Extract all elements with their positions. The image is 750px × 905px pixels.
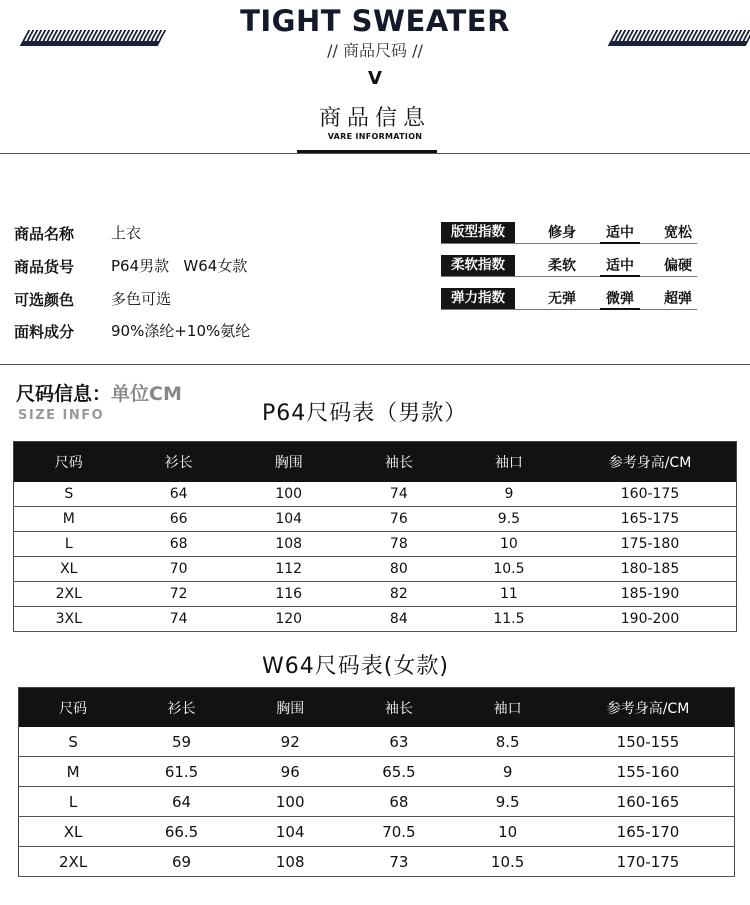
table-cell: 2XL: [14, 582, 124, 607]
divider: [0, 364, 750, 365]
column-header: 袖口: [454, 442, 564, 483]
table-cell: 9.5: [453, 787, 562, 817]
softness-option-selected: 适中: [600, 255, 640, 277]
table-cell: 69: [127, 847, 236, 877]
table-cell: 82: [344, 582, 454, 607]
table-cell: 70: [124, 557, 234, 582]
column-header: 胸围: [236, 688, 345, 728]
table-cell: 59: [127, 727, 236, 757]
table-cell: 100: [236, 787, 345, 817]
table-cell: 190-200: [564, 607, 737, 632]
men-table-title: P64尺码表（男款）: [262, 401, 468, 426]
column-header: 袖长: [345, 688, 454, 728]
table-cell: 100: [234, 482, 344, 507]
table-cell: 65.5: [345, 757, 454, 787]
section-subtitle: VARE INFORMATION: [327, 132, 423, 141]
table-cell: 104: [234, 507, 344, 532]
table-cell: 120: [234, 607, 344, 632]
table-header-row: [19, 688, 735, 728]
column-header: 胸围: [234, 442, 344, 483]
stretch-option-selected: 微弹: [600, 288, 640, 310]
fit-index-label: 版型指数: [441, 222, 515, 243]
stretch-option: 无弹: [548, 291, 576, 307]
product-name-value: 上衣: [111, 224, 142, 242]
women-table-title: W64尺码表(女款): [262, 654, 449, 679]
column-header: 参考身高/CM: [564, 442, 737, 483]
table-cell: 92: [236, 727, 345, 757]
table-cell: 165-170: [562, 817, 735, 847]
table-cell: 72: [124, 582, 234, 607]
table-cell: 2XL: [19, 847, 128, 877]
stretch-option: 超弹: [664, 291, 692, 307]
section-title: 商品信息: [318, 106, 431, 131]
table-cell: 175-180: [564, 532, 737, 557]
table-cell: S: [14, 482, 124, 507]
table-row: [19, 727, 735, 757]
table-cell: 74: [344, 482, 454, 507]
table-cell: 11.5: [454, 607, 564, 632]
chevron-down-icon: V: [368, 68, 382, 89]
product-fabric-value: 90%涤纶+10%氨纶: [111, 322, 251, 340]
table-cell: 80: [344, 557, 454, 582]
fit-option-selected: 适中: [600, 222, 640, 244]
size-info-heading: [16, 379, 182, 406]
product-name-label: 商品名称: [14, 225, 75, 243]
table-cell: 96: [236, 757, 345, 787]
table-cell: 108: [234, 532, 344, 557]
table-cell: 150-155: [562, 727, 735, 757]
table-cell: 76: [344, 507, 454, 532]
table-cell: 63: [345, 727, 454, 757]
table-cell: 74: [124, 607, 234, 632]
divider: [441, 309, 697, 310]
table-row: [14, 507, 737, 532]
table-row: [14, 607, 737, 632]
table-cell: 8.5: [453, 727, 562, 757]
column-header: 尺码: [14, 442, 124, 483]
table-cell: XL: [19, 817, 128, 847]
column-header: 尺码: [19, 688, 128, 728]
table-cell: 9: [453, 757, 562, 787]
softness-index-label: 柔软指数: [441, 255, 515, 276]
table-cell: 165-175: [564, 507, 737, 532]
product-color-label: 可选颜色: [14, 291, 75, 309]
table-cell: L: [19, 787, 128, 817]
column-header: 袖长: [344, 442, 454, 483]
table-row: [19, 847, 735, 877]
divider: [0, 153, 750, 154]
table-cell: 10: [453, 817, 562, 847]
table-cell: 155-160: [562, 757, 735, 787]
table-cell: M: [14, 507, 124, 532]
table-cell: 3XL: [14, 607, 124, 632]
table-cell: XL: [14, 557, 124, 582]
table-cell: 10: [454, 532, 564, 557]
table-cell: 64: [127, 787, 236, 817]
table-cell: 160-175: [564, 482, 737, 507]
table-cell: 61.5: [127, 757, 236, 787]
table-cell: 9.5: [454, 507, 564, 532]
table-cell: 66.5: [127, 817, 236, 847]
table-row: [19, 787, 735, 817]
table-cell: S: [19, 727, 128, 757]
table-cell: 160-165: [562, 787, 735, 817]
divider: [441, 243, 697, 244]
women-size-table: [18, 687, 735, 877]
table-cell: 68: [124, 532, 234, 557]
table-cell: 64: [124, 482, 234, 507]
table-header-row: [14, 442, 737, 483]
table-cell: 108: [236, 847, 345, 877]
product-fabric-label: 面料成分: [14, 323, 75, 341]
table-row: [19, 757, 735, 787]
size-info-subheading: SIZE INFO: [18, 408, 105, 423]
stretch-index-label: 弹力指数: [441, 288, 515, 309]
table-cell: 10.5: [454, 557, 564, 582]
softness-option: 偏硬: [664, 258, 692, 274]
table-cell: 104: [236, 817, 345, 847]
table-cell: 70.5: [345, 817, 454, 847]
product-color-value: 多色可选: [111, 290, 172, 308]
table-cell: 180-185: [564, 557, 737, 582]
divider: [441, 276, 697, 277]
column-header: 袖口: [453, 688, 562, 728]
size-info-unit: 单位CM: [111, 383, 182, 405]
table-cell: 9: [454, 482, 564, 507]
table-cell: 66: [124, 507, 234, 532]
table-row: [14, 532, 737, 557]
page-title: TIGHT SWEATER: [240, 4, 510, 38]
table-row: [14, 557, 737, 582]
size-info-label: 尺码信息：: [16, 383, 112, 405]
table-cell: L: [14, 532, 124, 557]
table-cell: 185-190: [564, 582, 737, 607]
product-code-label: 商品货号: [14, 258, 75, 276]
column-header: 参考身高/CM: [562, 688, 735, 728]
table-cell: 78: [344, 532, 454, 557]
table-cell: 116: [234, 582, 344, 607]
page-subtitle: // 商品尺码 //: [327, 41, 423, 60]
fit-option: 宽松: [664, 225, 692, 241]
table-cell: 68: [345, 787, 454, 817]
table-cell: 11: [454, 582, 564, 607]
table-cell: M: [19, 757, 128, 787]
fit-option: 修身: [548, 225, 576, 241]
table-row: [14, 482, 737, 507]
table-row: [14, 582, 737, 607]
table-cell: 73: [345, 847, 454, 877]
table-cell: 170-175: [562, 847, 735, 877]
product-code-value: P64男款 W64女款: [111, 257, 248, 275]
softness-option: 柔软: [548, 258, 576, 274]
column-header: 衫长: [127, 688, 236, 728]
table-cell: 112: [234, 557, 344, 582]
column-header: 衫长: [124, 442, 234, 483]
men-size-table: [13, 441, 737, 632]
table-cell: 10.5: [453, 847, 562, 877]
table-row: [19, 817, 735, 847]
table-cell: 84: [344, 607, 454, 632]
